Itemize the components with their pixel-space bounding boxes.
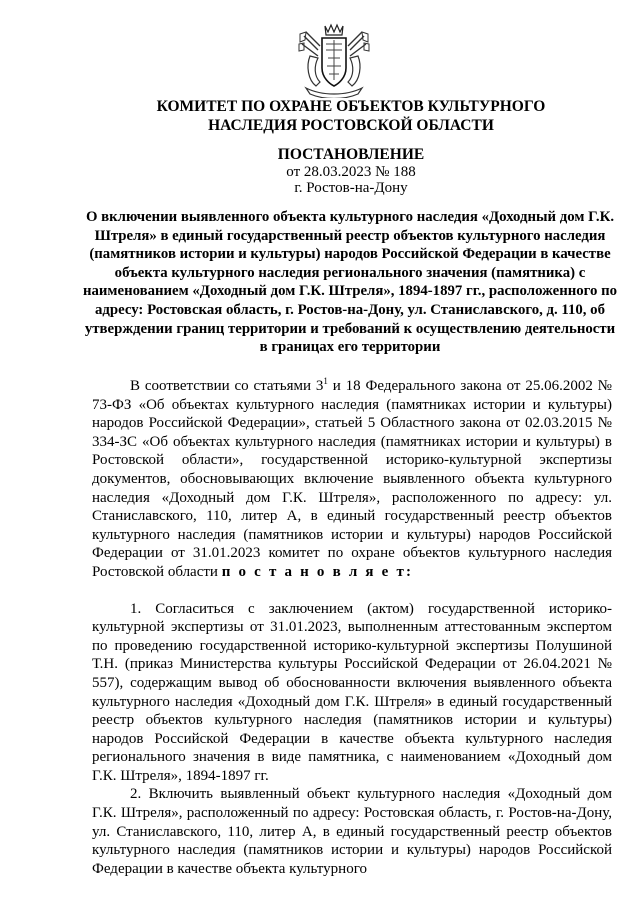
resolution-title: ПОСТАНОВЛЕНИЕ — [277, 146, 425, 163]
preamble-superscript: 1 — [323, 376, 328, 386]
resolution-city: г. Ростов-на-Дону — [294, 180, 408, 196]
resolves-word: п о с т а н о в л я е т: — [221, 563, 414, 580]
preamble-part-2: и 18 Федерального закона от 25.06.2002 № 73-ФЗ «Об объектах культурного наследия (памятниках истории и культуры) народов Российской Федерации», статьей 5 Областного закона от 02.03.2015 № 334-ЗС «Об объектах культурного наследия (памятниках истории и культуры) в Ростовской области», государственной историко-культурной экспертизы документов, обосновывающих включение выявленного объекта культурного наследия «Доходный дом Г.К. Штреля», расположенного по адресу: ул. Станиславского, 110, литер А, в единый государственный реестр объектов культурного наследия (памятников истории и культуры) народов Российской Федерации от 31.01.2023 комитет по охране объектов культурного наследия Ростовской области — [92, 378, 612, 580]
committee-heading — [100, 97, 602, 135]
document-body — [92, 377, 612, 878]
coat-of-arms-emblem — [298, 22, 370, 98]
preamble-paragraph — [92, 377, 612, 582]
resolution-date-number: от 28.03.2023 № 188 — [286, 163, 416, 180]
item-1-paragraph: 1. Согласиться с заключением (актом) государственной историко-культурной экспертизы от 31.01.2023, выполненным аттестованным экспертом по проведению государственной историко-культурной экспертизы Полушиной Т.Н. (приказ Министерства культуры Российской Федерации от 26.04.2021 № 557), содержащим вывод об обоснованности включения выявленного объекта культурного наследия «Доходный дом Г.К. Штреля» в единый государственный реестр объектов культурного наследия (памятников истории и культуры) народов Российской Федерации в качестве объекта культурного наследия регионального значения в виде памятника, с наименованием «Доходный дом Г.К. Штреля», 1894-1897 гг. — [92, 600, 612, 784]
committee-line-1: КОМИТЕТ ПО ОХРАНЕ ОБЪЕКТОВ КУЛЬТУРНОГО — [156, 98, 546, 115]
preamble-part-1: В соответствии со статьями 3 — [130, 378, 324, 394]
item-2-paragraph: 2. Включить выявленный объект культурного наследия «Доходный дом Г.К. Штреля», расположенный по адресу: Ростовская область, г. Ростов-на-Дону, ул. Станиславского, 110, литер А, в единый государственный реестр объектов культурного наследия (памятников истории и культуры) народов Российской Федерации в качестве объекта культурного — [92, 786, 612, 877]
document-title: О включении выявленного объекта культурного наследия «Доходный дом Г.К. Штреля» в единый государственный реестр объектов культурного наследия (памятников истории и культуры) народов Российской Федерации в качестве объекта культурного наследия регионального значения (памятника) с наименованием «Доходный дом Г.К. Штреля», 1894-1897 гг., расположенного по адресу: Ростовская область, г. Ростов-на-Дону, ул. Станиславского, д. 110, об утверждении границ территории и требований к осуществлению деятельности в границах его территории — [82, 209, 618, 356]
coat-of-arms-icon — [298, 22, 370, 98]
committee-line-2: НАСЛЕДИЯ РОСТОВСКОЙ ОБЛАСТИ — [208, 117, 494, 134]
resolution-header — [200, 147, 502, 197]
